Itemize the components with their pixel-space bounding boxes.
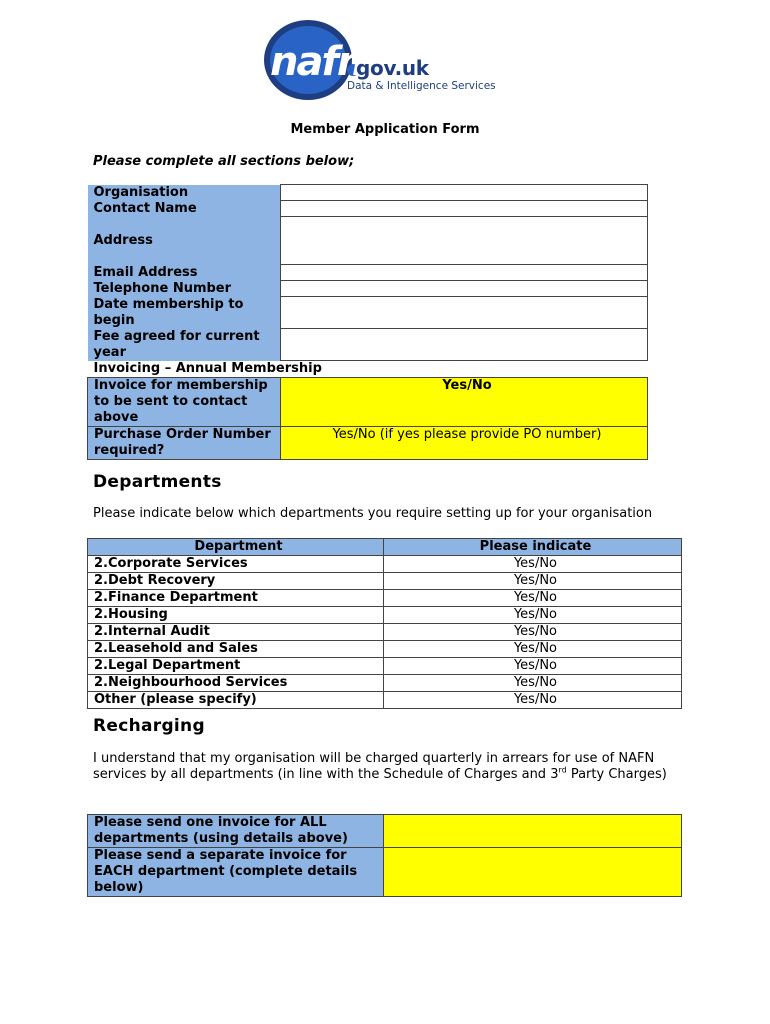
departments-heading: Departments [93, 472, 222, 492]
form-instruction: Please complete all sections below; [93, 154, 355, 169]
single-invoice-label: Please send one invoice for ALL departments (using details above) [88, 815, 384, 848]
department-choice[interactable]: Yes/No [384, 590, 682, 607]
department-choice[interactable]: Yes/No [384, 624, 682, 641]
table-row [88, 641, 682, 658]
logo-domain: gov.uk [356, 56, 429, 80]
departments-table [87, 538, 682, 709]
department-name: 2.Corporate Services [88, 556, 384, 573]
invoice-contact-label: Invoice for membership to be sent to contact above [88, 378, 281, 427]
telephone-label: Telephone Number [88, 281, 281, 297]
separate-invoice-label: Please send a separate invoice for EACH department (complete details below) [88, 848, 384, 897]
separate-invoice-field[interactable] [384, 848, 682, 897]
telephone-field[interactable] [281, 281, 648, 297]
logo-brand: nafn [270, 39, 364, 85]
recharging-text: I understand that my organisation will be charged quarterly in arrears for use of NAFN services by all departments (in line with the Schedule of Charges and 3rd Party Charges) [93, 751, 667, 782]
department-name: 2.Finance Department [88, 590, 384, 607]
table-row [88, 675, 682, 692]
single-invoice-field[interactable] [384, 815, 682, 848]
department-choice[interactable]: Yes/No [384, 692, 682, 709]
invoicing-header: Invoicing – Annual Membership [93, 361, 322, 376]
department-name: 2.Housing [88, 607, 384, 624]
email-field[interactable] [281, 265, 648, 281]
contact-details-table [87, 184, 648, 460]
contact-name-field[interactable] [281, 201, 648, 217]
table-row [88, 658, 682, 675]
departments-intro: Please indicate below which departments you require setting up for your organisation [93, 506, 653, 521]
po-number-field[interactable]: Yes/No (if yes please provide PO number) [281, 427, 648, 460]
table-row [88, 607, 682, 624]
department-choice[interactable]: Yes/No [384, 607, 682, 624]
recharging-heading: Recharging [93, 716, 205, 736]
fee-field[interactable] [281, 329, 648, 361]
indicate-column-header: Please indicate [384, 539, 682, 556]
table-row [88, 573, 682, 590]
department-name: 2.Debt Recovery [88, 573, 384, 590]
department-name: 2.Leasehold and Sales [88, 641, 384, 658]
department-column-header: Department [88, 539, 384, 556]
department-choice[interactable]: Yes/No [384, 675, 682, 692]
table-row [88, 590, 682, 607]
department-choice[interactable]: Yes/No [384, 641, 682, 658]
department-name: 2.Internal Audit [88, 624, 384, 641]
organisation-label: Organisation [88, 185, 281, 201]
email-label: Email Address [88, 265, 281, 281]
department-choice[interactable]: Yes/No [384, 556, 682, 573]
address-label: Address [88, 217, 281, 265]
department-name: Other (please specify) [88, 692, 384, 709]
department-choice[interactable]: Yes/No [384, 573, 682, 590]
invoice-contact-field[interactable]: Yes/No [281, 378, 648, 427]
address-field[interactable] [281, 217, 648, 265]
membership-date-field[interactable] [281, 297, 648, 329]
table-row [88, 692, 682, 709]
membership-date-label: Date membership to begin [88, 297, 281, 329]
table-row [88, 624, 682, 641]
logo-subtitle: Data & Intelligence Services [347, 80, 496, 92]
fee-label: Fee agreed for current year [88, 329, 281, 361]
po-number-label: Purchase Order Number required? [88, 427, 281, 460]
department-name: 2.Legal Department [88, 658, 384, 675]
form-title: Member Application Form [290, 122, 480, 137]
table-row [88, 556, 682, 573]
invoice-options-table [87, 814, 682, 897]
department-choice[interactable]: Yes/No [384, 658, 682, 675]
organisation-field[interactable] [281, 185, 648, 201]
contact-name-label: Contact Name [88, 201, 281, 217]
department-name: 2.Neighbourhood Services [88, 675, 384, 692]
